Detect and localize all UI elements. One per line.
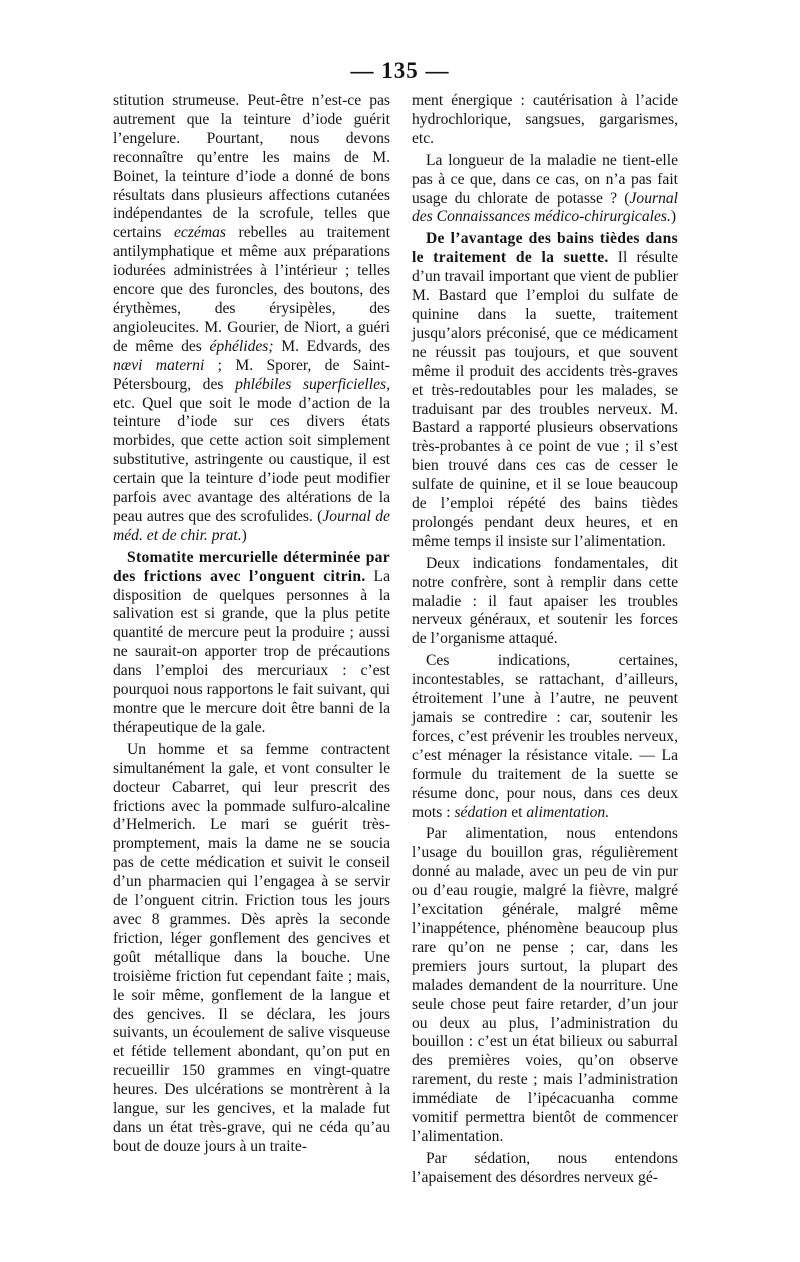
italic-term: eczémas — [174, 224, 226, 242]
text-run: etc. Quel que soit le mode d’action de la teinture d’iode sur ces divers états morbides, que cette action soit simplement substitutive, astringente ou caustique, il est certain que la teinture d’iode peut modifier parfois avec avantage des altérations de la peau autres que des scrofulides. ( — [113, 394, 390, 525]
text-run: Il résulte d’un travail important que vient de publier M. Bastard que l’emploi du sulfate de quinine dans la suette, traitement jusqu’alors préconisé, que ce médicament ne réussit pas toujours, et que souvent même il produit des accidents très-graves et très-redoutables pour les malades, se traduisant par des troubles nerveux. M. Bastard a rapporté plusieurs observations très-probantes à ce point de vue ; il s’est bien trouvé dans ces cas de cesser le sulfate de quinine, et il se loue beaucoup de l’emploi répété des bains tièdes prolongés pendant deux heures, et en même temps il insiste sur l’alimentation. — [412, 249, 679, 550]
italic-term: nævi materni — [113, 356, 205, 374]
text-run: stitution strumeuse. Peut-être n’est-ce pas autrement que la teinture d’iode guérit l’engelure. Pourtant, nous devons reconnaître qu’entre les mains de M. Boinet, la teinture d’iode a donné de bons résultats dans plusieurs affections cutanées indépendantes de la scrofule, telles que certains — [113, 92, 390, 242]
text-run: ; M. Sporer, de Saint-Pétersbourg, des — [113, 356, 390, 393]
section-stomatite — [113, 549, 390, 738]
text-run: rebelles au traitement antilymphatique et même aux préparations iodurées administrées à l’intérieur ; telles encore que des furoncles, des boutons, des érythèmes, des érysipèles, des angioleucites. M. Gourier, de Niort, a guéri de même des — [113, 224, 390, 355]
text-run: Ces indications, certaines, incontestables, se rattachant, d’ailleurs, étroitement l’une à l’autre, ne peuvent jamais se contredire : car, soutenir les forces, c’est prévenir les troubles nerveux, c’est ménager la résistance vitale. — La formule du traitement de la suette se résume donc, pour nous, dans ces deux mots : — [412, 652, 678, 821]
paragraph-case-report: Un homme et sa femme contractent simultanément la gale, et vont consulter le docteur Cabarret, qui leur prescrit des frictions avec la pommade sulfuro-alcaline d’Helmerich. Le mari se guérit très-promptement, mais la dame ne se soucia pas de cette médication et suivit le conseil d’un pharmacien qui l’engagea à se servir de l’onguent citrin. Friction tous les jours avec 8 grammes. Dès après la seconde friction, léger gonflement des gencives et goût métallique dans la bouche. Une troisième friction fut cependant faite ; mais, le soir même, gonflement de la langue et des gencives. Il se déclara, les jours suivants, un écoulement de salive visqueuse et fétide tellement abondant, qu’on put en recueillir 150 grammes en vingt-quatre heures. Des ulcérations se montrèrent à la langue, sur les gencives, et la malade fut dans un état très-grave, qui ne céda qu’au bout de douze jours à un traite- — [113, 740, 390, 1155]
text-run: ment énergique : cautérisation à l’acide hydrochlorique, sangsues, gargarismes, etc. — [412, 92, 678, 147]
text-run: La longueur de la maladie ne tient-elle pas à ce que, dans ce cas, on n’a pas fait usage du chlorate de potasse ? ( — [412, 151, 678, 207]
section-bains-tiedes — [412, 230, 678, 551]
paragraph-indications: Deux indications fondamentales, dit notre confrère, sont à remplir dans cette maladie : il faut apaiser les troubles nerveux généraux, et soutenir les forces de l’organisme attaqué. — [412, 554, 678, 648]
italic-term: alimentation. — [526, 803, 610, 821]
text-run: ) — [241, 526, 247, 544]
section-heading: Stomatite mercurielle déterminée par des frictions avec l’onguent citrin. — [113, 548, 390, 585]
paragraph-chlorate — [412, 152, 678, 228]
paragraph-alimentation: Par alimentation, nous entendons l’usage du bouillon gras, régulièrement donné au malade, avec un peu de vin pur ou d’eau rougie, malgré la fièvre, malgré l’excitation générale, malgré même l’inappétence, phénomène beaucoup plus rare qu’on ne pense ; car, dans les premiers jours surtout, la plupart des malades demandent de la nourriture. Une seule chose peut faire retarder, d’un jour ou deux au plus, l’administration du bouillon : c’est un état bilieux ou saburral des premières voies, qu’on observe rarement, du reste ; mais l’administration immédiate de l’ipécacuanha comme vomitif permettra bientôt de commencer l’alimentation. — [412, 825, 678, 1145]
italic-term: sédation — [454, 803, 508, 821]
paragraph-sedation-alimentation — [412, 652, 678, 822]
text-run: M. Edvards, des — [273, 337, 390, 355]
text-run: et — [507, 803, 527, 821]
journal-citation: Journal des Connaissances médico-chirurgicales. — [412, 189, 678, 226]
section-heading: De l’avantage des bains tièdes dans le traitement de la suette. — [412, 230, 678, 267]
page-number: — 135 — — [350, 58, 450, 83]
text-run: ) — [670, 208, 677, 226]
right-column — [412, 92, 678, 1191]
left-column — [113, 92, 390, 1160]
paragraph-sedation: Par sédation, nous entendons l’apaisement des désordres nerveux gé- — [412, 1149, 678, 1186]
paragraph-continuation — [412, 92, 678, 149]
paragraph-iode-conclusion — [113, 92, 390, 546]
text-run: La disposition de quelques personnes à la salivation est si grande, que la plus petite quantité de mercure peut la produire ; aussi ne saurait-on apporter trop de précautions dans l’emploi des mercuriaux : c’est pourquoi nous rapportons le fait suivant, qui montre que le mercure doit être banni de la thérapeutique de la gale. — [113, 567, 390, 736]
italic-term: éphélides; — [209, 337, 274, 355]
italic-term: phlébiles superficielles, — [235, 375, 390, 393]
journal-citation: Journal de méd. et de chir. prat. — [113, 507, 390, 544]
